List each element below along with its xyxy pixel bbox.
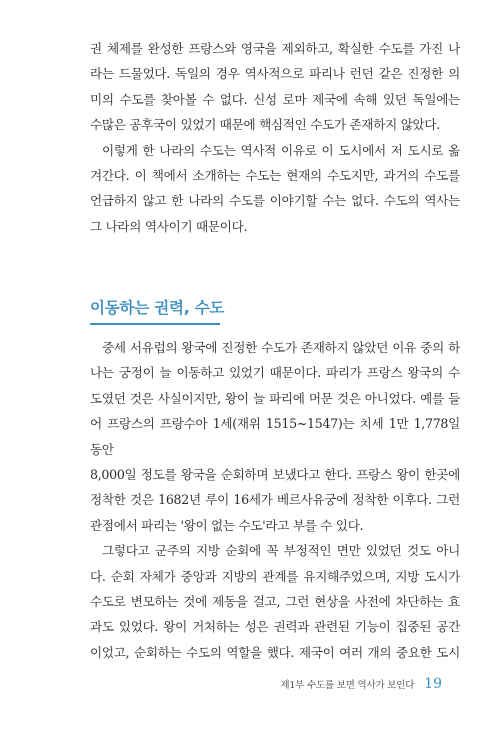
- body-text-section-2: [90, 335, 460, 665]
- text-line: 다. 순회 자체가 중앙과 지방의 관계를 유지해주었으며, 지방 도시가: [90, 568, 460, 584]
- text-line: 도였던 것은 사실이지만, 왕이 늘 파리에 머문 것은 아니었다. 예를 들: [90, 390, 460, 406]
- section-heading: 이동하는 권력, 수도: [90, 299, 225, 317]
- text-line: 권 체제를 완성한 프랑스와 영국을 제외하고, 확실한 수도를 가진 나: [90, 41, 460, 56]
- text-line: 그렇다고 군주의 지방 순회에 꼭 부정적인 면만 있었던 것도 아니: [102, 543, 460, 559]
- text-line: 8,000일 정도를 왕국을 순회하며 보냈다고 한다. 프랑스 왕이 한곳에: [90, 467, 460, 483]
- text-line: 이었고, 순회하는 수도의 역할을 했다. 제국이 여러 개의 중요한 도시: [90, 644, 460, 660]
- text-line: 수많은 공후국이 있었기 때문에 핵심적인 수도가 존재하지 않았다.: [90, 117, 440, 133]
- text-line: 과도 있었다. 왕이 거처하는 성은 권력과 관련된 기능이 집중된 공간: [90, 619, 460, 635]
- text-line: 언급하지 않고 한 나라의 수도를 이야기할 수는 없다. 수도의 역사는: [90, 193, 460, 209]
- text-line: 정착한 것은 1682년 루이 16세가 베르사유궁에 정착한 이후다. 그런: [90, 492, 460, 508]
- text-line: 관점에서 파리는 '왕이 없는 수도'라고 부를 수 있다.: [90, 517, 364, 533]
- text-line: 라는 드물었다. 독일의 경우 역사적으로 파리나 런던 같은 진정한 의: [90, 66, 460, 82]
- text-line: 이렇게 한 나라의 수도는 역사적 이유로 이 도시에서 저 도시로 옮: [102, 142, 460, 158]
- text-line: 겨간다. 이 책에서 소개하는 수도는 현재의 수도지만, 과거의 수도를: [90, 168, 460, 184]
- text-line: 수도로 변모하는 것에 제동을 걸고, 그런 현상을 사전에 차단하는 효: [90, 594, 460, 610]
- text-line: 나는 궁정이 늘 이동하고 있었기 때문이다. 파리가 프랑스 왕국의 수: [90, 365, 460, 381]
- text-line: 미의 수도를 찾아볼 수 없다. 신성 로마 제국에 속해 있던 독일에는: [90, 91, 460, 107]
- page-number: 19: [424, 676, 442, 692]
- text-line: 중세 서유럽의 왕국에 진정한 수도가 존재하지 않았던 이유 중의 하: [102, 340, 460, 355]
- text-line: 그 나라의 역사이기 때문이다.: [90, 218, 248, 234]
- body-text-section-1: [90, 36, 460, 239]
- heading-underline: [90, 323, 220, 325]
- running-footer-title: 제1부 수도를 보면 역사가 보인다: [280, 680, 415, 691]
- page-footer: [280, 676, 442, 692]
- text-line: 어 프랑스의 프랑수아 1세(재위 1515~1547)는 치세 1만 1,778일 동안: [90, 416, 460, 457]
